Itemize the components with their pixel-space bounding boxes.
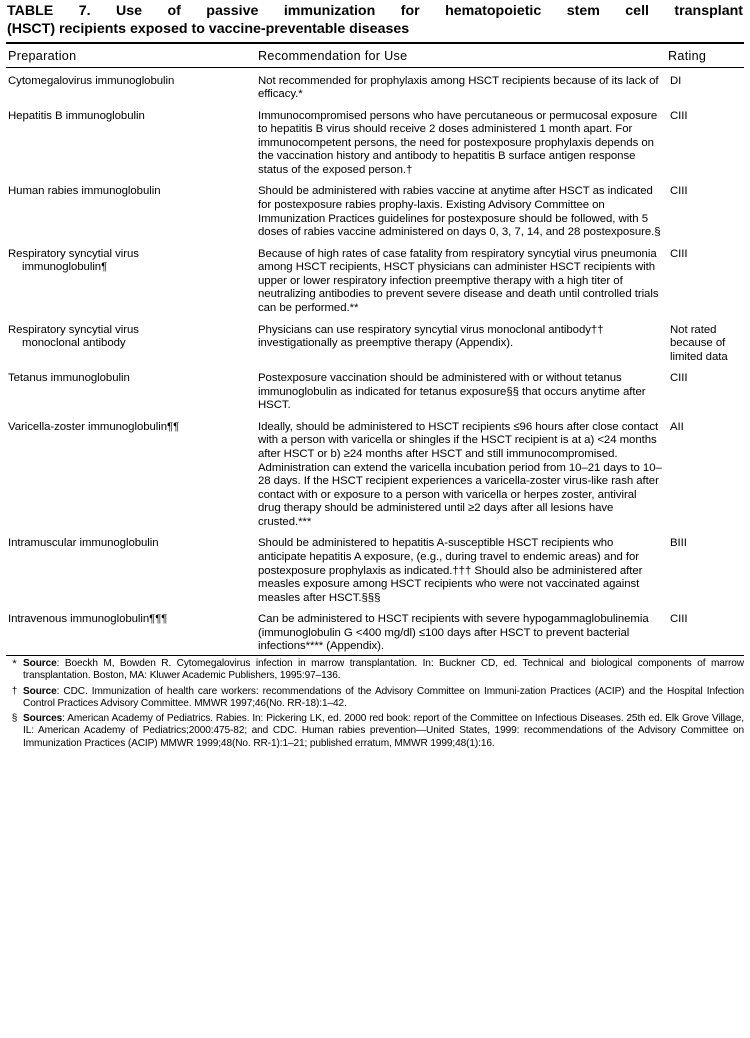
table-row (6, 68, 744, 103)
cell-rating: CIII (670, 247, 688, 260)
cell-rating: DI (670, 74, 682, 87)
cell-recommendation: Can be administered to HSCT recipients with severe hypogammaglobulinemia (immunoglobulin G <400 mg/dl) ≤100 days after HSCT to prevent bacterial infections**** (Appendix). (258, 613, 649, 653)
cell-recommendation: Not recommended for prophylaxis among HSCT recipients because of its lack of efficacy.* (258, 74, 659, 101)
footnote-label: Sources (23, 713, 63, 725)
cell-preparation (6, 317, 256, 366)
footnote-body: : Boeckh M, Bowden R. Cytomegalovirus infection in marrow transplantation. In: Buckner CD, ed. Technical and biological components of marrow transplantation. Boston, MA: Kluwer Academic Publishers, 1995:97–136. (23, 657, 744, 681)
table-row (6, 414, 744, 531)
footnote-body: : CDC. Immunization of health care workers: recommendations of the Advisory Committee on Immuni-zation Practices (ACIP) and the Hospital Infection Control Practices Advisory Committee. MMWR 1997;46(No. RR-18):1–42. (23, 685, 744, 709)
footnote-rule (6, 655, 744, 656)
footnotes (6, 658, 744, 750)
cell-recommendation: Should be administered to hepatitis A-susceptible HSCT recipients who anticipate hepatitis A exposure, (e.g., during travel to endemic areas) and for postexposure prophylaxis as indicated.††† Should also be administered after measles exposure among HSCT recipients who were not vaccinated against measles after HSCT.§§§ (258, 537, 643, 604)
column-header-rating: Rating (668, 48, 707, 63)
cell-preparation (6, 103, 256, 179)
cell-preparation (6, 178, 256, 240)
cell-recommendation: Because of high rates of case fatality from respiratory syncytial virus pneumonia among HSCT recipients, HSCT physicians can administer HSCT recipients with upper or lower respiratory infection preemptive therapy with a high titer of neutralizing antibodies to prevent severe disease and death until controlled trials can be performed.** (258, 247, 659, 314)
table-row (6, 103, 744, 179)
cell-preparation (6, 530, 256, 606)
cell-recommendation: Postexposure vaccination should be administered with or without tetanus immunoglobulin as indicated for tetanus exposure§§ that occurs anytime after HSCT. (258, 372, 646, 412)
preparation-text: Hepatitis B immunoglobulin (8, 109, 145, 122)
cell-preparation (6, 241, 256, 317)
footnote-text (23, 686, 744, 710)
table-title-line1: TABLE 7. Use of passive immunization for hematopoietic stem cell transplant (7, 3, 743, 19)
data-table-body (6, 68, 744, 655)
footnote-text (23, 658, 744, 682)
cell-rating: CIII (670, 185, 688, 198)
table-row (6, 317, 744, 366)
footnote-label: Source (23, 685, 57, 697)
preparation-text: Respiratory syncytial virus (8, 323, 139, 336)
footnote-marker: * (12, 657, 17, 670)
table-row (6, 530, 744, 606)
table-row (6, 241, 744, 317)
cell-rating: Not rated because of limited data (670, 323, 728, 363)
preparation-text: Varicella-zoster immunoglobulin¶¶ (8, 420, 180, 433)
preparation-subtext: monoclonal antibody (22, 337, 126, 350)
table-header-row (6, 44, 744, 67)
column-header-preparation: Preparation (8, 48, 77, 63)
cell-preparation (6, 414, 256, 531)
column-header-recommendation: Recommendation for Use (258, 48, 408, 63)
cell-preparation (6, 68, 256, 103)
footnote (6, 713, 744, 749)
cell-rating: CIII (670, 109, 688, 122)
footnote-text (23, 713, 744, 749)
preparation-subtext: immunoglobulin¶ (22, 261, 108, 274)
footnote-marker: † (11, 685, 18, 697)
table-row (6, 365, 744, 414)
table-row (6, 178, 744, 240)
preparation-text: Tetanus immunoglobulin (8, 372, 130, 385)
cell-rating: BIII (670, 537, 687, 550)
cell-recommendation: Should be administered with rabies vaccine at anytime after HSCT as indicated for postexposure rabies prophy-laxis. Existing Advisory Committee on Immunization Practices guidelines for postexposure should be followed, with 5 doses of rabies vaccine administered on days 0, 3, 7, 14, and 28 postexposure.§ (258, 185, 661, 239)
footnote-label: Source (23, 657, 57, 669)
preparation-text: Intramuscular immunoglobulin (8, 537, 159, 550)
footnote-marker: § (11, 713, 18, 725)
table-row (6, 606, 744, 655)
cell-rating: AII (670, 420, 684, 433)
cell-preparation (6, 606, 256, 655)
data-table (6, 44, 744, 67)
footnote (6, 686, 744, 710)
preparation-text: Intravenous immunoglobulin¶¶¶ (8, 613, 168, 626)
cell-rating: CIII (670, 613, 688, 626)
cell-recommendation: Immunocompromised persons who have percutaneous or permucosal exposure to hepatitis B virus should receive 2 doses administered 1 month apart. For immunocompetent persons, the need for postexposure prophylaxis depends on the vaccination history and antibody to hepatitis B surface antigen response status of the exposed person.† (258, 109, 658, 176)
cell-recommendation: Physicians can use respiratory syncytial virus monoclonal antibody†† investigationally as preemptive therapy (Appendix). (258, 323, 604, 350)
preparation-text: Cytomegalovirus immunoglobulin (8, 74, 175, 87)
preparation-text: Respiratory syncytial virus (8, 247, 139, 260)
cell-rating: CIII (670, 372, 688, 385)
footnote (6, 658, 744, 682)
cell-preparation (6, 365, 256, 414)
table-title-line2: (HSCT) recipients exposed to vaccine-preventable diseases (7, 20, 410, 37)
table-title (6, 0, 744, 41)
cell-recommendation: Ideally, should be administered to HSCT recipients ≤96 hours after close contact with a person with varicella or shingles if the HSCT recipient is at a) <24 months after HSCT or b) ≥24 months after HSCT and still immunocompromised. Administration can extend the varicella incubation period from 10–21 days to 10–28 days. If the HSCT recipient experiences a varicella-zoster virus-like rash after contact with or exposure to a person with varicella or herpes zoster, antiviral drug therapy should be administered until ≥2 days after all lesions have crusted.*** (258, 420, 662, 528)
preparation-text: Human rabies immunoglobulin (8, 185, 161, 198)
footnote-body: : American Academy of Pediatrics. Rabies. In: Pickering LK, ed. 2000 red book: report of the Committee on Infectious Diseases. 25th ed. Elk Grove Village, IL: American Academy of Pediatrics;2000:475-82; and CDC. Human rabies prevention—United States, 1999: recommendations of the Advisory Committee on Immunization Practices (ACIP) MMWR 1999;48(No. RR-1):1–21; published erratum, MMWR 1999;48(1):16. (23, 713, 744, 749)
